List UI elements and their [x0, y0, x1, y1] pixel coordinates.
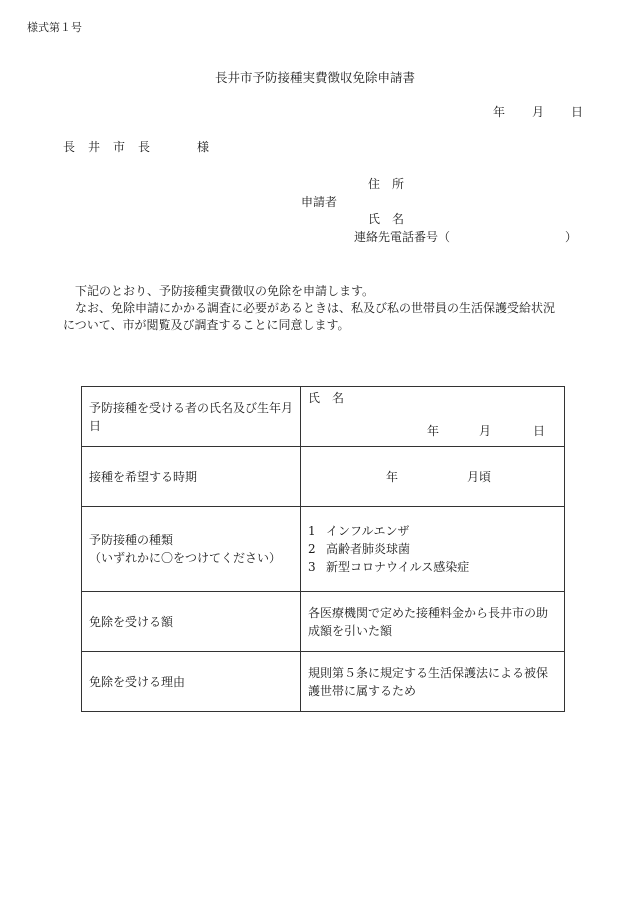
- birth-day: 日: [533, 424, 546, 438]
- birth-month: 月: [479, 424, 492, 438]
- name-label: 氏 名: [368, 212, 405, 226]
- application-table: [81, 386, 565, 712]
- row-label-person: 予防接種を受ける者の氏名及び生年月日: [82, 387, 301, 447]
- vaccine-option[interactable]: 3 新型コロナウイルス感染症: [308, 560, 470, 574]
- form-number: 様式第１号: [27, 21, 82, 34]
- vaccine-option[interactable]: 1 インフルエンザ: [308, 524, 410, 538]
- table-row: [82, 592, 565, 652]
- body-line-1: 下記のとおり、予防接種実費徴収の免除を申請します。: [63, 284, 375, 298]
- amount-value: 各医療機関で定めた接種料金から長井市の助成額を引いた額: [301, 592, 565, 652]
- vaccine-options-cell[interactable]: [301, 507, 565, 592]
- address-label: 住 所: [368, 177, 405, 191]
- row-label-amount: 免除を受ける額: [82, 592, 301, 652]
- row-label-vaccine-type: [82, 507, 301, 592]
- person-name-date-cell[interactable]: [301, 387, 565, 447]
- table-row: [82, 652, 565, 712]
- vaccine-type-label: 予防接種の種類: [89, 533, 174, 547]
- table-row: [82, 387, 565, 447]
- consent-text: [63, 283, 563, 334]
- vaccine-type-sublabel: （いずれかに〇をつけてください）: [89, 551, 282, 565]
- applicant-label: 申請者: [301, 195, 338, 209]
- birth-year: 年: [427, 424, 440, 438]
- addressee: [63, 138, 210, 155]
- vaccine-option[interactable]: 2 高齢者肺炎球菌: [308, 542, 411, 556]
- table-row: [82, 507, 565, 592]
- table-row: [82, 447, 565, 507]
- timing-cell[interactable]: [301, 447, 565, 507]
- addressee-mayor: 長井市長: [63, 140, 164, 154]
- timing-year: 年: [386, 469, 399, 484]
- row-label-reason: 免除を受ける理由: [82, 652, 301, 712]
- date-month: 月: [532, 105, 545, 119]
- page-title: 長井市予防接種実費徴収免除申請書: [214, 70, 415, 85]
- body-line-2: なお、免除申請にかかる調査に必要があるときは、私及び私の世帯員の生活保護受給状況について、市が閲覧及び調査することに同意します。: [63, 301, 556, 332]
- date-day: 日: [571, 105, 584, 119]
- row-label-timing: 接種を希望する時期: [82, 447, 301, 507]
- addressee-honorific: 様: [197, 140, 210, 154]
- date-year: 年: [493, 105, 506, 119]
- timing-month: 月頃: [467, 469, 492, 484]
- reason-value: 規則第５条に規定する生活保護法による被保護世帯に属するため: [301, 652, 565, 712]
- phone-label: 連絡先電話番号（: [354, 230, 451, 244]
- phone-close: ）: [565, 230, 578, 244]
- inner-name-label: 氏 名: [308, 391, 345, 405]
